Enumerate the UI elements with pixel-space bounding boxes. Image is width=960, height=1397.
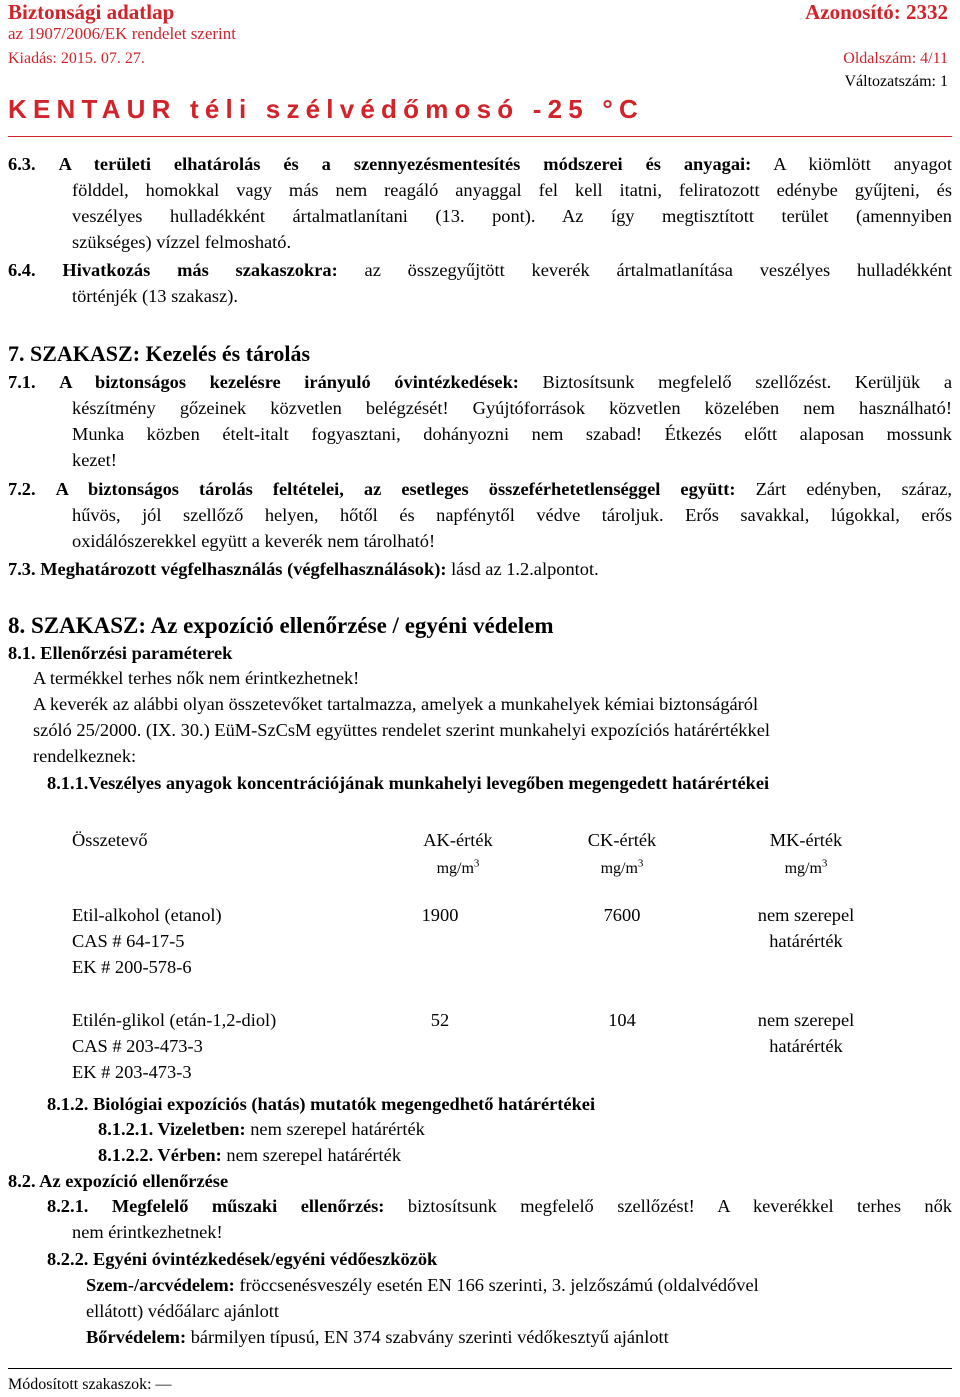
table-row-1-name: Etil-alkohol (etanol) — [72, 905, 222, 925]
table-header-ck: CK-érték — [587, 830, 657, 850]
header-divider — [8, 136, 952, 137]
section-8-1-2-heading: 8.1.2. Biológiai expozíciós (hatás) mutatók megengedhető határértékei — [47, 1094, 596, 1114]
section-7-heading: 7. SZAKASZ: Kezelés és tárolás — [8, 341, 311, 366]
table-row-1-mk-line2: határérték — [769, 931, 843, 951]
section-6-4-line2: történjék (13 szakasz). — [72, 286, 238, 306]
section-8-1-2-2: 8.1.2.2. Vérben: nem szerepel határérték — [98, 1145, 402, 1165]
section-8-1-line2: A keverék az alábbi olyan összetevőket tartalmazza, amelyek a munkahelyek kémiai biztonságáról — [33, 694, 759, 714]
table-header-ak: AK-érték — [423, 830, 493, 850]
table-row-1-mk-line1: nem szerepel — [757, 905, 855, 925]
section-6-3-line4: szükséges) vízzel felmosható. — [72, 232, 292, 252]
section-7-1-line2: készítmény gőzeinek közvetlen belégzését! Gyújtóforrások közvetlen közelében nem használható! — [72, 398, 952, 418]
section-7-3-number: 7.3. — [8, 559, 36, 579]
section-8-1-1-heading: 8.1.1.Veszélyes anyagok koncentrációjának munkahelyi levegőben megengedett határértékei — [47, 773, 770, 793]
section-7-1-line4: kezet! — [72, 450, 117, 470]
section-6-4 — [8, 258, 952, 284]
section-6-3 — [8, 152, 952, 178]
section-6-3-line3: veszélyes hulladékként ártalmatlanítani (13. pont). Az így megtisztított terület (amennyiben — [72, 206, 952, 226]
section-8-1-2-1: 8.1.2.1. Vizeletben: nem szerepel határérték — [98, 1119, 425, 1139]
section-6-3-number: 6.3. — [8, 154, 36, 174]
page-number: Oldalszám: 4/11 — [843, 50, 948, 67]
section-8-2-heading: 8.2. Az expozíció ellenőrzése — [8, 1171, 229, 1191]
section-8-1-line3: szóló 25/2000. (IX. 30.) EüM-SzCsM együttes rendelet szerint munkahelyi expozíciós határértékkel — [33, 720, 770, 740]
table-row-1-cas: CAS # 64-17-5 — [72, 931, 185, 951]
table-unit-ak: $mg/m^3$ — [436, 857, 480, 877]
version-number: Változatszám: 1 — [844, 73, 948, 90]
document-title: Biztonsági adatlap — [8, 0, 175, 24]
section-7-1-title: A biztonságos kezelésre irányuló óvintézkedések: — [59, 372, 519, 392]
section-8-1-heading: 8.1. Ellenőrzési paraméterek — [8, 643, 233, 663]
eye-protection-line2: ellátott) védőálarc ajánlott — [86, 1301, 280, 1321]
table-row-2-cas: CAS # 203-473-3 — [72, 1036, 203, 1056]
section-7-2 — [8, 477, 952, 503]
document-identifier: Azonosító: 2332 — [805, 0, 948, 24]
product-name: KENTAUR téli szélvédőmosó -25 °C — [8, 94, 644, 124]
section-7-2-line3: oxidálószerekkel együtt a keverék nem tárolható! — [72, 531, 436, 551]
section-7-2-line1: Zárt edényben, száraz, — [755, 479, 952, 499]
table-row-1-ck: 7600 — [603, 905, 641, 925]
document-regulation: az 1907/2006/EK rendelet szerint — [8, 24, 237, 43]
table-row-2-mk-line2: határérték — [769, 1036, 843, 1056]
section-6-3-title: A területi elhatárolás és a szennyezésmentesítés módszerei és anyagai: — [58, 154, 752, 174]
skin-protection: Bőrvédelem: bármilyen típusú, EN 374 szabvány szerinti védőkesztyű ajánlott — [86, 1327, 669, 1347]
table-row-2-ak: 52 — [430, 1010, 450, 1030]
section-7-1-line3: Munka közben ételt-italt fogyasztani, dohányozni nem szabad! Étkezés előtt alaposan mossunk — [72, 424, 952, 444]
table-row-2-name: Etilén-glikol (etán-1,2-diol) — [72, 1010, 277, 1030]
section-7-3-title: Meghatározott végfelhasználás (végfelhasználások): — [40, 559, 447, 579]
section-6-3-line2: földdel, homokkal vagy más nem reagáló anyaggal fel kell itatni, feliratozott edénybe gyűjteni, és — [72, 180, 952, 200]
section-6-4-title: Hivatkozás más szakaszokra: — [62, 260, 338, 280]
table-row-1-ek: EK # 200-578-6 — [72, 957, 192, 977]
table-row-2-mk-line1: nem szerepel — [757, 1010, 855, 1030]
section-7-2-line2: hűvös, jól szellőző helyen, hőtől és napfénytől védve tároljuk. Erős savakkal, lúgokkal, erős — [72, 505, 952, 525]
section-6-4-number: 6.4. — [8, 260, 36, 280]
section-8-2-1-line2: nem érintkezhetnek! — [72, 1222, 223, 1242]
issue-date: Kiadás: 2015. 07. 27. — [8, 50, 145, 67]
section-6-3-line1: A kiömlött anyagot — [773, 154, 952, 174]
section-7-2-title: A biztonságos tárolás feltételei, az esetleges összeférhetetlenséggel együtt: — [55, 479, 736, 499]
section-8-heading: 8. SZAKASZ: Az expozíció ellenőrzése / egyéni védelem — [8, 613, 554, 638]
table-row-2-ck: 104 — [608, 1010, 636, 1030]
section-8-2-2-heading: 8.2.2. Egyéni óvintézkedések/egyéni védőeszközök — [47, 1249, 438, 1269]
table-header-mk: MK-érték — [769, 830, 843, 850]
section-7-3-line1: lásd az 1.2.alpontot. — [451, 559, 599, 579]
section-7-1-line1: Biztosítsunk megfelelő szellőzést. Kerüljük a — [542, 372, 952, 392]
table-unit-mk: $mg/m^3$ — [784, 857, 828, 877]
eye-protection: Szem-/arcvédelem: fröccsenésveszély esetén EN 166 szerinti, 3. jelzőszámú (oldalvédővel — [86, 1275, 759, 1295]
section-7-3 — [8, 557, 599, 583]
section-8-2-1: 8.2.1. Megfelelő műszaki ellenőrzés: biztosítsunk megfelelő szellőzést! A keverékkel terhes nők — [47, 1196, 953, 1216]
section-6-4-line1: az összegyűjtött keverék ártalmatlanítása veszélyes hulladékként — [364, 260, 952, 280]
table-row-2-ek: EK # 203-473-3 — [72, 1062, 192, 1082]
section-7-1 — [8, 370, 952, 396]
section-8-1-line4: rendelkeznek: — [33, 746, 137, 766]
modified-sections: Módosított szakaszok: — — [8, 1376, 172, 1393]
table-row-1-ak: 1900 — [421, 905, 459, 925]
footer-divider — [8, 1368, 952, 1369]
table-header-component: Összetevő — [72, 830, 148, 850]
section-7-1-number: 7.1. — [8, 372, 36, 392]
section-8-1-line1: A termékkel terhes nők nem érintkezhetnek! — [33, 668, 360, 688]
table-unit-ck: $mg/m^3$ — [600, 857, 644, 877]
section-7-2-number: 7.2. — [8, 479, 36, 499]
